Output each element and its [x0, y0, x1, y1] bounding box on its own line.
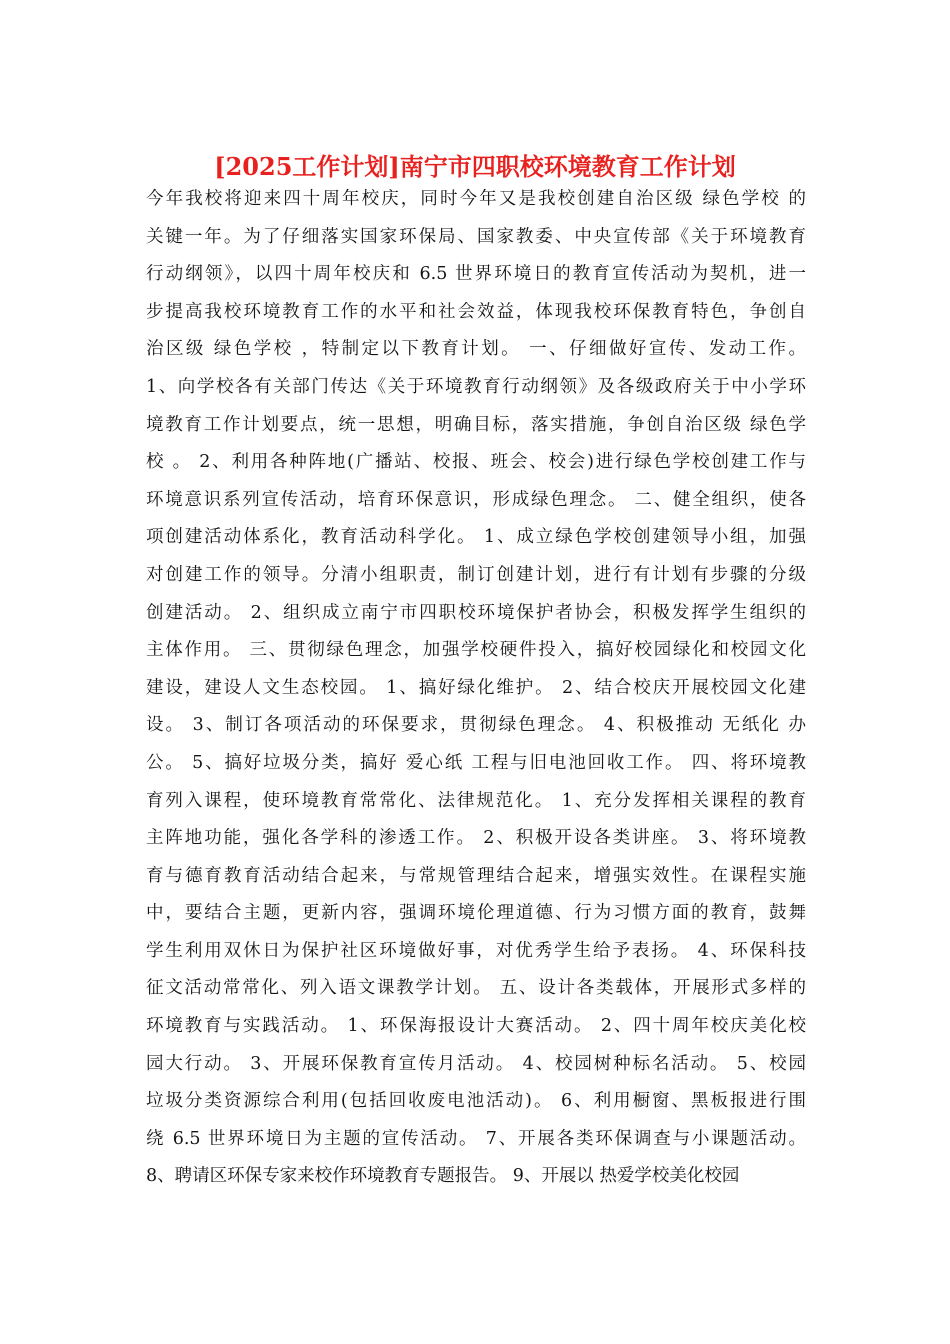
body-line: 征文活动常常化、列入语文课教学计划。 五、设计各类载体，开展形式多样的 — [146, 978, 806, 999]
body-line: 关键一年。为了仔细落实国家环保局、国家教委、中央宣传部《关于环境教育 — [146, 226, 806, 247]
body-line: 中，要结合主题，更新内容，强调环境伦理道德、行为习惯方面的教育，鼓舞 — [146, 903, 806, 924]
document-title: [2025工作计划]南宁市四职校环境教育工作计划 — [214, 152, 736, 181]
body-line: 园大行动。 3、开展环保教育宣传月活动。 4、校园树种标名活动。 5、校园 — [146, 1053, 806, 1074]
body-line: 主阵地功能，强化各学科的渗透工作。 2、积极开设各类讲座。 3、将环境教 — [146, 828, 806, 849]
body-line: 建设，建设人文生态校园。 1、搞好绿化维护。 2、结合校庆开展校园文化建 — [146, 677, 806, 698]
body-line: 8、聘请区环保专家来校作环境教育专题报告。 9、开展以 热爱学校美化校园 — [146, 1166, 740, 1187]
document-body — [146, 181, 806, 1196]
body-line: 学生利用双休日为保护社区环境做好事，对优秀学生给予表扬。 4、环保科技 — [146, 940, 806, 961]
body-line: 环境意识系列宣传活动，培育环保意识，形成绿色理念。 二、健全组织，使各 — [146, 489, 806, 510]
body-line: 行动纲领》，以四十周年校庆和 6.5 世界环境日的教育宣传活动为契机，进一 — [146, 264, 806, 285]
body-line: 对创建工作的领导。分清小组职责，制订创建计划，进行有计划有步骤的分级 — [146, 564, 806, 585]
body-line: 育列入课程，使环境教育常常化、法律规范化。 1、充分发挥相关课程的教育 — [146, 790, 806, 811]
body-line: 育与德育教育活动结合起来，与常规管理结合起来，增强实效性。在课程实施 — [146, 865, 806, 886]
body-line: 公。 5、搞好垃圾分类，搞好 爱心纸 工程与旧电池回收工作。 四、将环境教 — [146, 752, 806, 773]
body-line: 垃圾分类资源综合利用(包括回收废电池活动)。 6、利用橱窗、黑板报进行围 — [146, 1091, 806, 1112]
body-line: 创建活动。 2、组织成立南宁市四职校环境保护者协会，积极发挥学生组织的 — [146, 602, 806, 623]
body-line: 1、向学校各有关部门传达《关于环境教育行动纲领》及各级政府关于中小学环 — [146, 376, 806, 397]
body-line: 今年我校将迎来四十周年校庆，同时今年又是我校创建自治区级 绿色学校 的 — [146, 189, 806, 209]
body-line: 环境教育与实践活动。 1、环保海报设计大赛活动。 2、四十周年校庆美化校 — [146, 1016, 806, 1037]
body-line: 境教育工作计划要点，统一思想，明确目标，落实措施，争创自治区级 绿色学 — [146, 414, 806, 435]
body-line: 步提高我校环境教育工作的水平和社会效益，体现我校环保教育特色，争创自 — [146, 301, 806, 322]
body-line: 项创建活动体系化，教育活动科学化。 1、成立绿色学校创建领导小组，加强 — [146, 527, 806, 548]
body-line: 绕 6.5 世界环境日为主题的宣传活动。 7、开展各类环保调查与小课题活动。 — [146, 1128, 806, 1149]
body-line: 设。 3、制订各项活动的环保要求，贯彻绿色理念。 4、积极推动 无纸化 办 — [146, 715, 806, 736]
body-line: 主体作用。 三、贯彻绿色理念，加强学校硬件投入，搞好校园绿化和校园文化 — [146, 640, 806, 661]
body-line: 校 。 2、利用各种阵地(广播站、校报、班会、校会)进行绿色学校创建工作与 — [146, 452, 806, 473]
body-line: 治区级 绿色学校 ，特制定以下教育计划。 一、仔细做好宣传、发动工作。 — [146, 339, 806, 360]
